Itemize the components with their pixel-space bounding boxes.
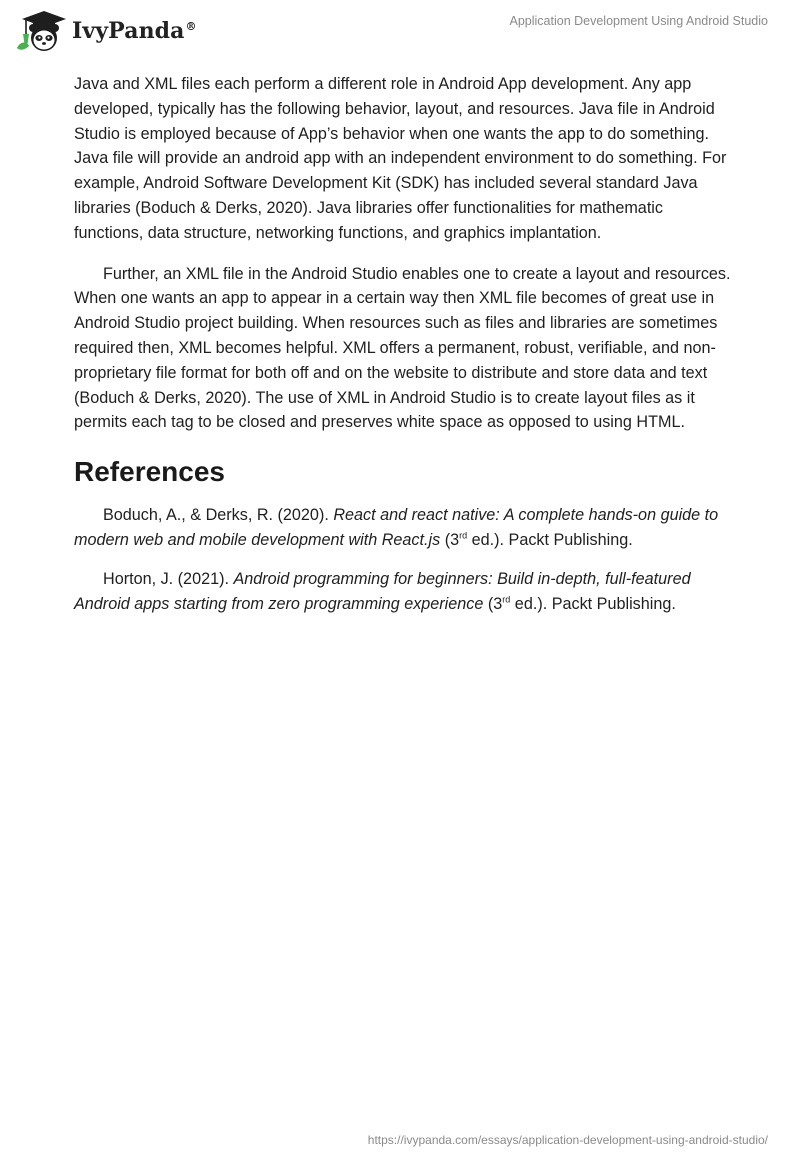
reference-item-1 bbox=[74, 503, 734, 553]
panda-graduate-icon bbox=[14, 8, 70, 54]
reference-edition-sup: rd bbox=[459, 530, 468, 541]
body-paragraph-1: Java and XML files each perform a different role in Android App development. Any app developed, typically has the following behavior, layout, and resources. Java file in Android Studio is employed because of App’s behavior when one wants the app to do something. Java file will provide an android app with an independent environment to do something. For example, Android Software Development Kit (SDK) has included several standard Java libraries (Boduch & Derks, 2020). Java libraries offer functionalities for mathematic functions, data structure, networking functions, and graphics implantation. bbox=[74, 75, 727, 242]
reference-edition-sup: rd bbox=[502, 594, 511, 605]
reference-edition-prefix: (3 bbox=[483, 594, 503, 613]
running-title: Application Development Using Android Studio bbox=[509, 14, 768, 28]
reference-authors: Horton, J. (2021). bbox=[103, 569, 234, 588]
page-header bbox=[0, 0, 800, 60]
reference-edition-suffix: ed.). Packt Publishing. bbox=[467, 530, 633, 549]
ivypanda-logo[interactable] bbox=[14, 8, 197, 54]
body-paragraph-2: Further, an XML file in the Android Studio enables one to create a layout and resources. When one wants an app to appear in a certain way then XML file becomes of great use in Android Studio project building. When resources such as files and libraries are sometimes required then, XML becomes helpful. XML offers a permanent, robust, verifiable, and non-proprietary file format for both off and on the website to distribute and store data and text (Boduch & Derks, 2020). The use of XML in Android Studio is to create layout files as it permits each tag to be closed and preserves white space as opposed to using HTML. bbox=[74, 264, 731, 432]
registered-mark: ® bbox=[185, 19, 197, 33]
logo-wordmark: IvyPanda® bbox=[72, 18, 197, 44]
reference-edition-prefix: (3 bbox=[440, 530, 460, 549]
document-body bbox=[74, 72, 734, 630]
reference-item-2 bbox=[74, 567, 734, 617]
source-url-link[interactable]: https://ivypanda.com/essays/application-development-using-android-studio/ bbox=[367, 1133, 768, 1147]
reference-authors: Boduch, A., & Derks, R. (2020). bbox=[103, 506, 334, 525]
references-heading: References bbox=[74, 456, 225, 488]
reference-title: Android programming for beginners: Build in-depth, full-featured Android apps starting from zero programming experience bbox=[74, 569, 691, 613]
reference-title: React and react native: A complete hands-on guide to modern web and mobile development with React.js bbox=[74, 506, 719, 549]
reference-edition-suffix: ed.). Packt Publishing. bbox=[510, 594, 676, 613]
